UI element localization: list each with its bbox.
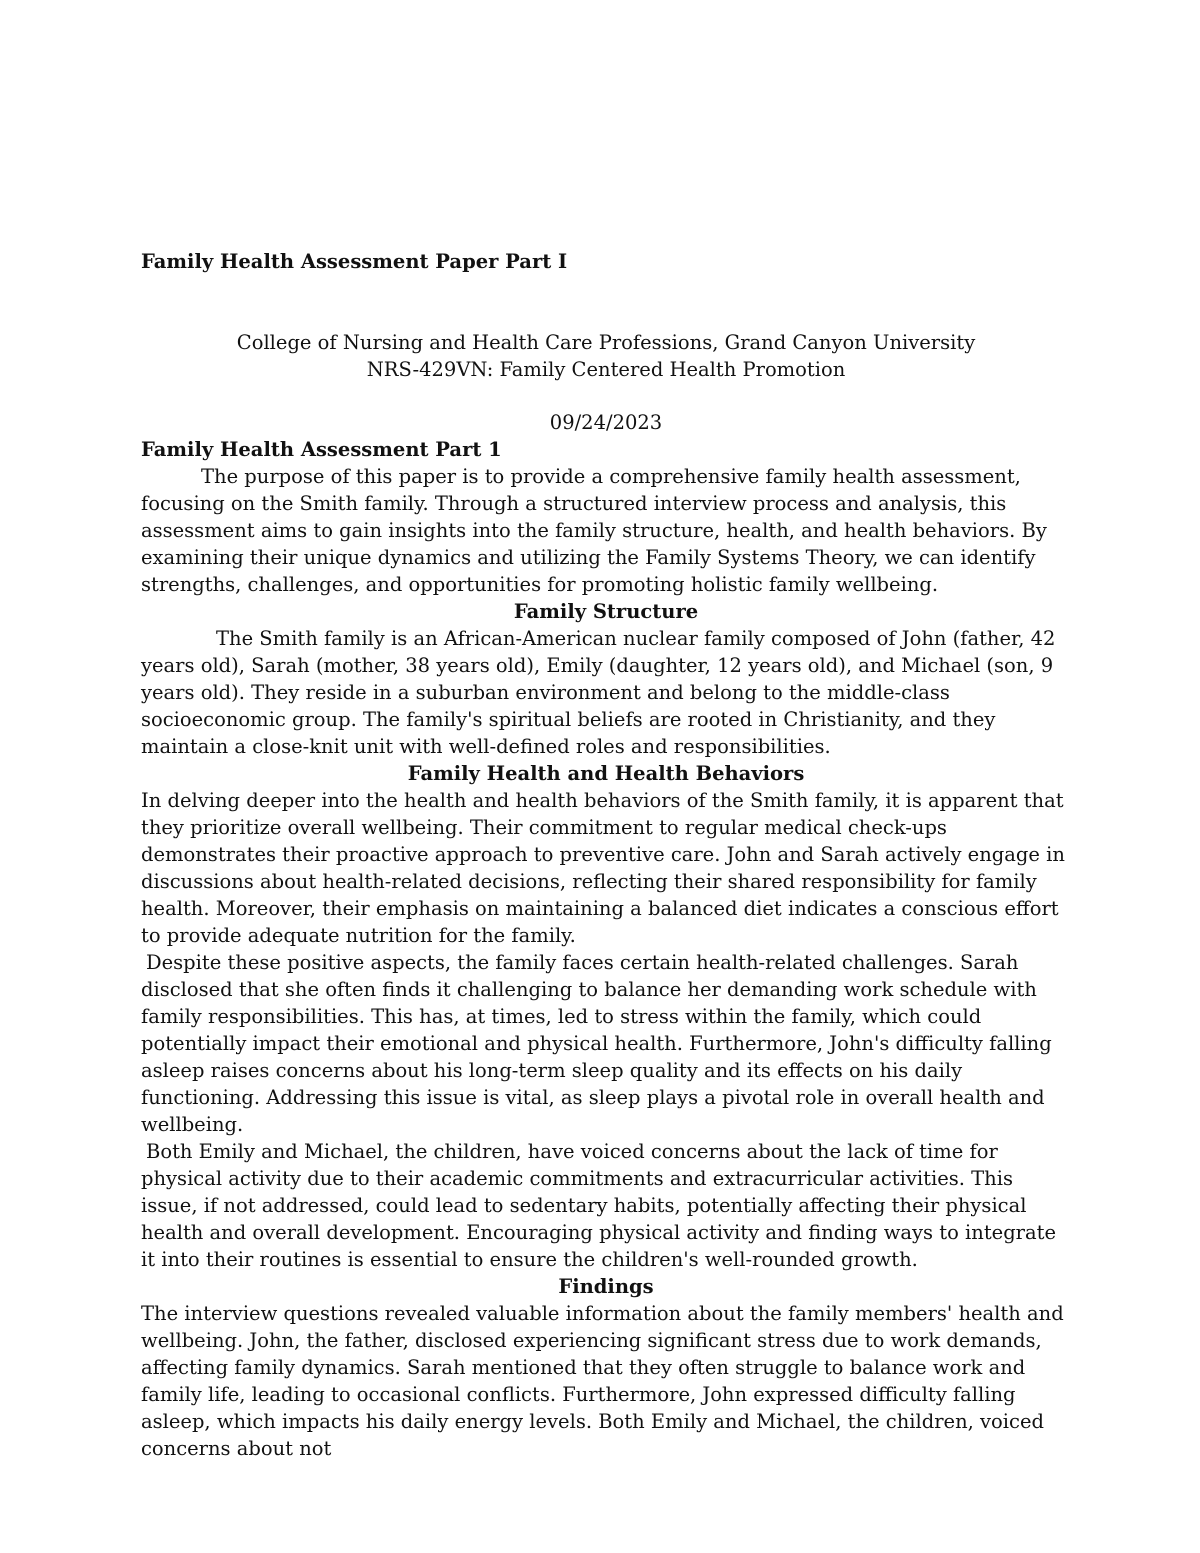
family-structure-paragraph: The Smith family is an African-American nuclear family composed of John (father, 42 years old), Sarah (mother, 38 years old), Emily (daughter, 12 years old), and Michael (son, 9 years old). They reside in a suburban environment and belong to the middle-class socioeconomic group. The family's spiritual beliefs are rooted in Christianity, and they maintain a close-knit unit with well-defined roles and responsibilities. (141, 627, 1056, 758)
document-content (141, 248, 1071, 1462)
course-line: NRS-429VN: Family Centered Health Promotion (366, 358, 846, 381)
main-heading: Family Health Assessment Part 1 (141, 438, 502, 461)
health-behaviors-paragraph-1: In delving deeper into the health and health behaviors of the Smith family, it is apparent that they prioritize overall wellbeing. Their commitment to regular medical check-ups demonstrates their proactive approach to preventive care. John and Sarah actively engage in discussions about health-related decisions, reflecting their shared responsibility for family health. Moreover, their emphasis on maintaining a balanced diet indicates a conscious effort to provide adequate nutrition for the family. (141, 789, 1065, 947)
findings-paragraph: The interview questions revealed valuable information about the family members' health and wellbeing. John, the father, disclosed experiencing significant stress due to work demands, affecting family dynamics. Sarah mentioned that they often struggle to balance work and family life, leading to occasional conflicts. Furthermore, John expressed difficulty falling asleep, which impacts his daily energy levels. Both Emily and Michael, the children, voiced concerns about not (141, 1302, 1064, 1460)
health-behaviors-paragraph-2: Despite these positive aspects, the family faces certain health-related challenges. Sarah disclosed that she often finds it challenging to balance her demanding work schedule with family responsibilities. This has, at times, led to stress within the family, which could potentially impact their emotional and physical health. Furthermore, John's difficulty falling asleep raises concerns about his long-term sleep quality and its effects on his daily functioning. Addressing this issue is vital, as sleep plays a pivotal role in overall health and wellbeing. (141, 951, 1052, 1136)
health-behaviors-paragraph-3: Both Emily and Michael, the children, have voiced concerns about the lack of time for physical activity due to their academic commitments and extracurricular activities. This issue, if not addressed, could lead to sedentary habits, potentially affecting their physical health and overall development. Encouraging physical activity and finding ways to integrate it into their routines is essential to ensure the children's well-rounded growth. (141, 1140, 1057, 1271)
section-heading-findings: Findings (558, 1275, 654, 1298)
section-heading-family-structure: Family Structure (513, 600, 699, 623)
date-line: 09/24/2023 (549, 411, 663, 434)
spacer (141, 383, 1071, 409)
section-heading-health-behaviors: Family Health and Health Behaviors (407, 762, 805, 785)
college-line: College of Nursing and Health Care Professions, Grand Canyon University (236, 331, 976, 354)
intro-paragraph: The purpose of this paper is to provide a comprehensive family health assessment, focusing on the Smith family. Through a structured interview process and analysis, this assessment aims to gain insights into the family structure, health, and health behaviors. By examining their unique dynamics and utilizing the Family Systems Theory, we can identify strengths, challenges, and opportunities for promoting holistic family wellbeing. (141, 465, 1047, 596)
spacer (141, 275, 1071, 329)
document-title: Family Health Assessment Paper Part I (141, 250, 568, 273)
